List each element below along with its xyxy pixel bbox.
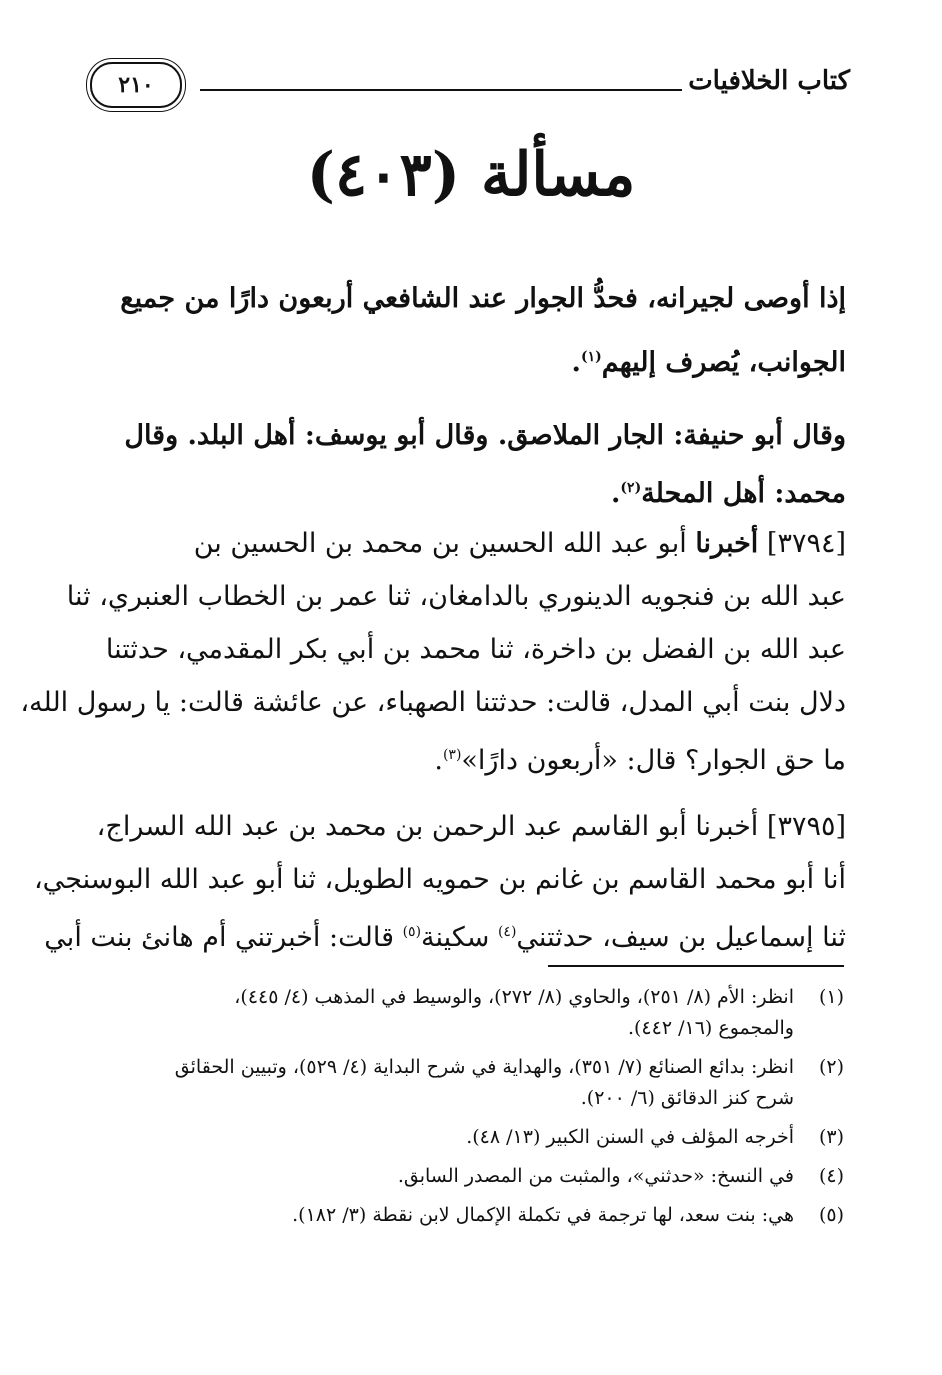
footnote-number: (٥) [818, 1204, 844, 1226]
footnote-text [96, 1161, 844, 1192]
hadith-3795-line-1 [96, 800, 846, 853]
hadith-3794-line-5-text: ما حق الجوار؟ قال: «أربعون دارًا» [461, 745, 846, 776]
hadith-3795-number: [٣٧٩٥] [766, 811, 846, 842]
hadith-3795-line-3b: سكينة [421, 922, 490, 953]
footnote-1 [96, 982, 844, 1044]
footnote-line: انظر: الأم (٨/ ٢٥١)، والحاوي (٨/ ٢٧٢)، والوسيط في المذهب (٤/ ٤٤٥)، [234, 986, 794, 1008]
page-number-badge [90, 62, 182, 108]
footnote-text [96, 1122, 844, 1153]
footnote-4 [96, 1161, 844, 1192]
footnote-5 [96, 1200, 844, 1231]
header-rule [200, 89, 682, 91]
hadith-3794-line-5 [96, 729, 846, 787]
views-line-2-text: محمد: أهل المحلة [641, 478, 846, 509]
views-line-1: وقال أبو حنيفة: الجار الملاصق. وقال أبو يوسف: أهل البلد. وقال [124, 420, 846, 451]
issue-line-2-text: الجوانب، يُصرف إليهم [601, 347, 846, 378]
akhbarana-word: أخبرنا [695, 528, 759, 559]
hadith-3794-end: . [434, 745, 443, 776]
madhhab-views [96, 410, 846, 520]
footnote-number: (٣) [818, 1126, 844, 1148]
footnote-line: في النسخ: «حدثني»، والمثبت من المصدر السابق. [397, 1165, 794, 1187]
hadith-3794-line-1 [96, 517, 846, 570]
page-number: ٢١٠ [118, 72, 154, 98]
hadith-3795-line-3c: قالت: أخبرتني أم هانئ بنت أبي [44, 922, 394, 953]
footnote-ref-4: (٤) [497, 924, 517, 940]
footnote-line: انظر: بدائع الصنائع (٧/ ٣٥١)، والهداية في شرح البداية (٤/ ٥٢٩)، وتبيين الحقائق [174, 1056, 794, 1078]
footnote-ref-1: (١) [580, 349, 602, 365]
views-line-2 [96, 462, 846, 520]
hadith-3794-number: [٣٧٩٤] [766, 528, 846, 559]
issue-statement [98, 270, 846, 392]
footnote-text [96, 1200, 844, 1231]
footnote-text [96, 1052, 844, 1114]
hadith-3794-line-2: عبد الله بن فنجويه الدينوري بالدامغان، ثنا عمر بن الخطاب العنبري، ثنا [66, 581, 846, 612]
footnote-ref-5: (٥) [402, 924, 422, 940]
footnote-number: (١) [818, 986, 844, 1008]
hadith-3795-line-3 [44, 906, 846, 964]
views-end: . [611, 478, 621, 509]
hadith-3795 [33, 800, 846, 964]
footnote-separator [548, 965, 844, 967]
footnote-2 [96, 1052, 844, 1114]
footnote-line: شرح كنز الدقائق (٦/ ٢٠٠). [580, 1087, 794, 1109]
footnote-ref-2: (٢) [620, 480, 642, 496]
hadith-3794-line-4: دلال بنت أبي المدل، قالت: حدثتنا الصهباء، عن عائشة قالت: يا رسول الله، [20, 687, 846, 718]
hadith-3795-line-3a: ثنا إسماعيل بن سيف، حدثتني [516, 922, 846, 953]
hadith-3794-line-1-text: أبو عبد الله الحسين بن محمد بن الحسين بن [193, 528, 687, 559]
footnote-line: هي: بنت سعد، لها ترجمة في تكملة الإكمال لابن نقطة (٣/ ١٨٢). [292, 1204, 794, 1226]
footnotes [96, 982, 844, 1239]
issue-line-1: إذا أوصى لجيرانه، فحدُّ الجوار عند الشافعي أربعون دارًا من جميع [120, 283, 846, 314]
issue-title: مسألة (٤٠٣) [306, 140, 636, 210]
book-title: كتاب الخلافيات [688, 66, 850, 96]
hadith-3794 [20, 517, 846, 787]
footnote-text [96, 982, 844, 1044]
hadith-3795-line-2: أنا أبو محمد القاسم بن غانم بن حمويه الطويل، ثنا أبو عبد الله البوسنجي، [33, 864, 846, 895]
footnote-number: (٤) [818, 1165, 844, 1187]
hadith-3794-line-3: عبد الله بن الفضل بن داخرة، ثنا محمد بن أبي بكر المقدمي، حدثتنا [105, 634, 846, 665]
hadith-3795-line-1-text: أخبرنا أبو القاسم عبد الرحمن بن محمد بن عبد الله السراج، [96, 811, 759, 842]
footnote-number: (٢) [818, 1056, 844, 1078]
page-header [90, 56, 850, 116]
footnote-3 [96, 1122, 844, 1153]
footnote-line: والمجموع (١٦/ ٤٤٢). [627, 1017, 794, 1039]
footnote-line: أخرجه المؤلف في السنن الكبير (١٣/ ٤٨). [466, 1126, 794, 1148]
footnote-ref-3: (٣) [442, 747, 462, 763]
issue-end: . [571, 347, 581, 378]
issue-line-2 [98, 328, 846, 392]
